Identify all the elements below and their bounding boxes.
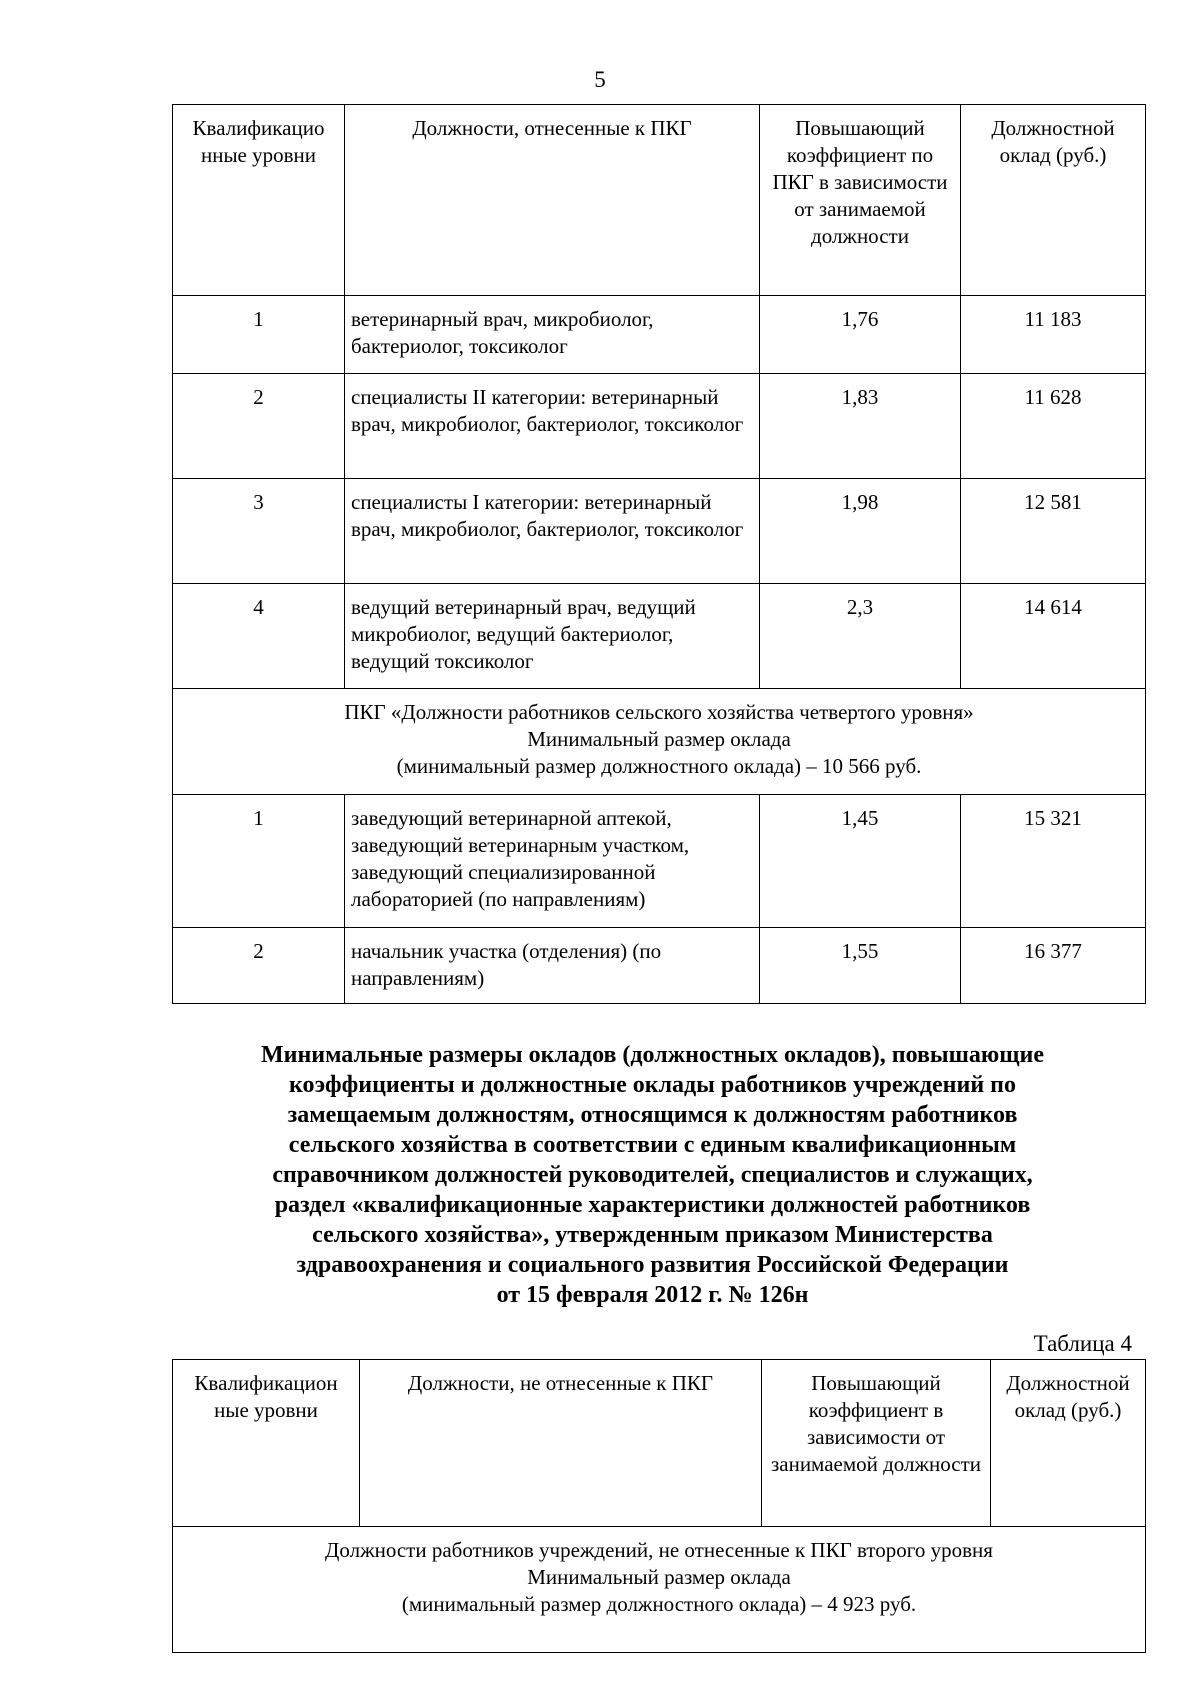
header-salary: Должностной оклад (руб.) [961,105,1146,296]
cell-salary: 14 614 [961,584,1146,689]
cell-salary: 11 628 [961,374,1146,479]
heading-line: Минимальные размеры окладов (должностных окладов), повышающие [260,1042,1045,1068]
table-row [173,795,1146,928]
group-header-min-salary-value: (минимальный размер должностного оклада) – 4 923 руб. [401,1592,917,1616]
cell-position: специалисты I категории: ветеринарный врач, микробиолог, бактериолог, токсиколог [345,479,760,584]
group-header-title: Должности работников учреждений, не отнесенные к ПКГ второго уровня [325,1538,993,1562]
cell-position: заведующий ветеринарной аптекой, заведующий ветеринарным участком, заведующий специализированной лабораторией (по направлениям) [345,795,760,928]
cell-coefficient: 1,45 [760,795,961,928]
header-salary: Должностной оклад (руб.) [991,1360,1146,1527]
table-row [173,584,1146,689]
header-positions: Должности, не отнесенные к ПКГ [360,1360,762,1527]
cell-level: 1 [173,296,345,374]
salary-table-1 [172,104,1146,1004]
cell-coefficient: 1,76 [760,296,961,374]
cell-position: ветеринарный врач, микробиолог, бактериолог, токсиколог [345,296,760,374]
table-header-row [173,1360,1146,1527]
table-row [173,479,1146,584]
heading-line: справочником должностей руководителей, специалистов и служащих, [272,1162,1033,1188]
table-row [173,928,1146,1004]
header-positions: Должности, отнесенные к ПКГ [345,105,760,296]
cell-level: 2 [173,928,345,1004]
heading-line: раздел «квалификационные характеристики должностей работников [274,1192,1031,1218]
cell-salary: 16 377 [961,928,1146,1004]
group-header-row [173,1527,1146,1653]
cell-coefficient: 1,55 [760,928,961,1004]
group-header-min-salary-label: Минимальный размер оклада [527,727,791,751]
cell-coefficient: 1,98 [760,479,961,584]
cell-level: 4 [173,584,345,689]
heading-line: замещаемым должностям, относящимся к должностям работников [287,1102,1018,1128]
heading-line: сельского хозяйства», утвержденным приказом Министерства [312,1222,993,1248]
cell-level: 3 [173,479,345,584]
header-levels: Квалификацион ные уровни [173,1360,360,1527]
group-header-min-salary-value: (минимальный размер должностного оклада) – 10 566 руб. [396,754,922,778]
heading-line: от 15 февраля 2012 г. № 126н [496,1282,809,1308]
cell-salary: 12 581 [961,479,1146,584]
heading-line: здравоохранения и социального развития Российской Федерации [296,1252,1009,1278]
group-header-cell [173,1527,1146,1653]
header-coefficient: Повышающий коэффициент в зависимости от занимаемой должности [762,1360,991,1527]
group-header-min-salary-label: Минимальный размер оклада [527,1565,791,1589]
cell-salary: 15 321 [961,795,1146,928]
table-row [173,296,1146,374]
table-label: Таблица 4 [1033,1331,1132,1356]
group-header-row [173,689,1146,795]
table-row [173,374,1146,479]
heading-line: коэффициенты и должностные оклады работников учреждений по [289,1072,1016,1098]
cell-coefficient: 1,83 [760,374,961,479]
cell-position: ведущий ветеринарный врач, ведущий микробиолог, ведущий бактериолог, ведущий токсиколог [345,584,760,689]
salary-table-2 [172,1359,1146,1653]
cell-position: начальник участка (отделения) (по направлениям) [345,928,760,1004]
cell-coefficient: 2,3 [760,584,961,689]
header-coefficient: Повышающий коэффициент по ПКГ в зависимости от занимаемой должности [760,105,961,296]
group-header-cell [173,689,1146,795]
section-heading [150,1040,1155,1310]
header-levels: Квалификацио нные уровни [173,105,345,296]
group-header-title: ПКГ «Должности работников сельского хозяйства четвертого уровня» [344,700,974,724]
table-header-row [173,105,1146,296]
cell-level: 2 [173,374,345,479]
page-number: 5 [594,67,606,92]
cell-position: специалисты II категории: ветеринарный врач, микробиолог, бактериолог, токсиколог [345,374,760,479]
cell-salary: 11 183 [961,296,1146,374]
cell-level: 1 [173,795,345,928]
heading-line: сельского хозяйства в соответствии с единым квалификационным [288,1132,1017,1158]
